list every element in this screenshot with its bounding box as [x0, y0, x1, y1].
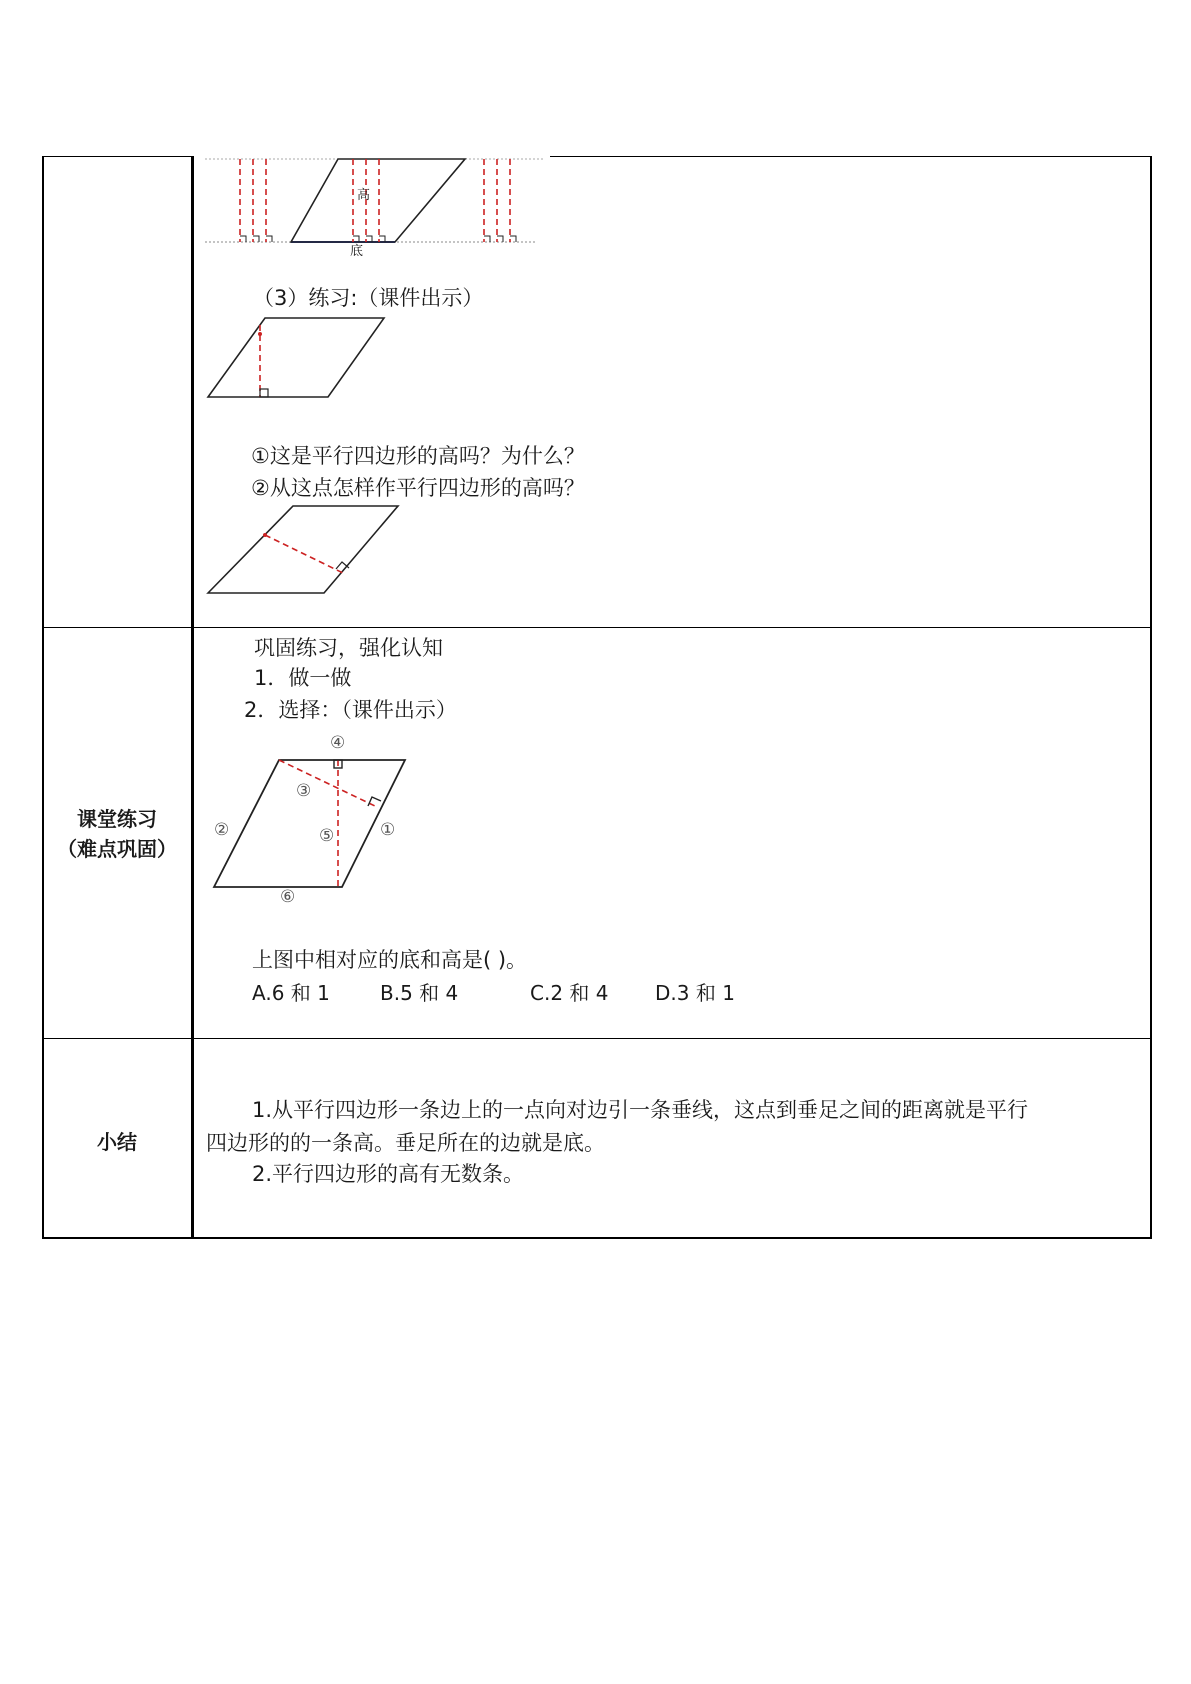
parallelogram-slanted-height-figure — [208, 503, 408, 603]
row-label-practice — [44, 804, 190, 864]
row-label-summary: 小结 — [97, 1130, 137, 1154]
mark-6: ⑥ — [280, 887, 296, 907]
option-d: D.3 和 1 — [655, 981, 735, 1005]
parallelogram-heights-figure — [205, 150, 545, 260]
option-b: B.5 和 4 — [380, 981, 459, 1005]
row-label-practice-line1: 课堂练习 — [77, 807, 157, 831]
mark-1: ① — [380, 820, 396, 840]
question-2: ②从这点怎样作平行四边形的高吗？ — [251, 476, 585, 500]
row-divider-1 — [42, 627, 1152, 628]
table-border-bottom — [42, 1237, 1152, 1239]
table-border-left — [42, 156, 44, 1238]
row-label-practice-line2: （难点巩固） — [57, 837, 177, 861]
mark-4: ④ — [330, 733, 346, 753]
parallelogram-vertical-height-figure — [208, 315, 388, 405]
table-border-right — [1150, 156, 1152, 1238]
exercise-title: （3）练习:（课件出示） — [253, 286, 484, 310]
base-label: 底 — [350, 244, 364, 259]
summary-line-1b: 四边形的的一条高。垂足所在的边就是底。 — [206, 1131, 605, 1155]
height-label: 高 — [357, 188, 371, 203]
row-divider-2 — [42, 1038, 1152, 1039]
table-border-top-right — [550, 156, 1150, 157]
table-border-divider — [191, 156, 194, 1238]
option-c: C.2 和 4 — [530, 981, 609, 1005]
mark-5: ⑤ — [319, 826, 335, 846]
practice-heading: 巩固练习，强化认知 — [254, 636, 443, 660]
summary-line-1a: 1.从平行四边形一条边上的一点向对边引一条垂线，这点到垂足之间的距离就是平行 — [252, 1098, 1029, 1122]
mark-2: ② — [214, 820, 230, 840]
table-border-top — [44, 156, 191, 157]
practice-item-1: 1．做一做 — [254, 666, 352, 690]
question-1: ①这是平行四边形的高吗？为什么？ — [251, 444, 585, 468]
practice-item-2: 2．选择：（课件出示） — [244, 698, 457, 722]
option-a: A.6 和 1 — [252, 981, 330, 1005]
mark-3: ③ — [296, 781, 312, 801]
summary-line-2: 2.平行四边形的高有无数条。 — [252, 1162, 525, 1186]
choice-question: 上图中相对应的底和高是( )。 — [252, 948, 528, 972]
